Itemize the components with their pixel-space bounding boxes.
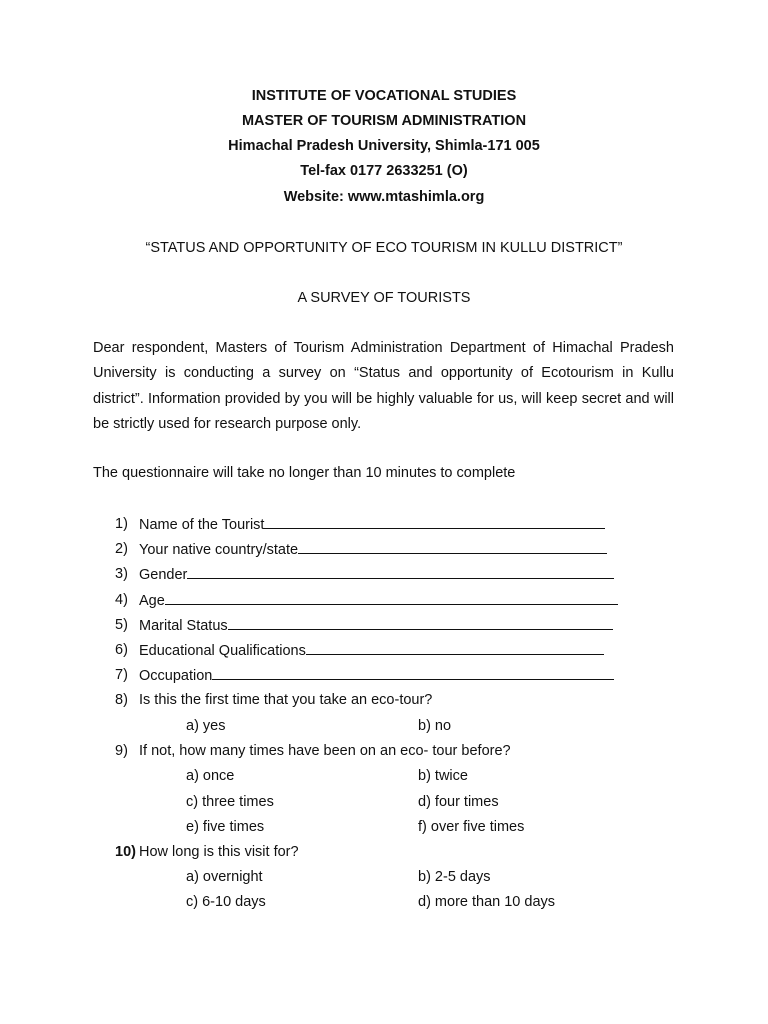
occupation-blank[interactable] [212, 665, 614, 680]
question-text: Is this the first time that you take an eco-tour? [139, 692, 433, 708]
intro-text: Dear respondent, Masters of Tourism Administration Department of Himachal Pradesh University is conducting a survey on “Status and opportunity of Ecotourism in Kullu district”. Information provided by you will be highly valuable for us, will keep secret and will be strictly used for research purpose only. [93, 340, 674, 433]
education-blank[interactable] [306, 640, 604, 655]
field-number: 3) [115, 566, 128, 582]
option-over-five-times[interactable]: f) over five times [418, 819, 525, 835]
program-name: MASTER OF TOURISM ADMINISTRATION [241, 113, 527, 129]
option-four-times[interactable]: d) four times [418, 794, 499, 810]
option-2-5-days[interactable]: b) 2-5 days [418, 869, 491, 885]
option-overnight[interactable]: a) overnight [186, 869, 263, 885]
option-more-than-10-days[interactable]: d) more than 10 days [418, 894, 556, 910]
telfax: Tel-fax 0177 2633251 (O) [300, 163, 468, 179]
survey-title: “STATUS AND OPPORTUNITY OF ECO TOURISM IN KULLU DISTRICT” [145, 240, 623, 256]
institute-name: INSTITUTE OF VOCATIONAL STUDIES [251, 88, 517, 104]
question-number: 9) [115, 743, 128, 759]
field-label: Gender [139, 567, 188, 583]
gender-blank[interactable] [187, 564, 614, 579]
option-yes[interactable]: a) yes [186, 718, 226, 734]
field-label: Your native country/state [139, 542, 299, 558]
field-number: 6) [115, 642, 128, 658]
field-number: 2) [115, 541, 128, 557]
option-twice[interactable]: b) twice [418, 768, 468, 784]
option-6-10-days[interactable]: c) 6-10 days [186, 894, 266, 910]
option-once[interactable]: a) once [186, 768, 235, 784]
option-three-times[interactable]: c) three times [186, 794, 274, 810]
duration-note: The questionnaire will take no longer than 10 minutes to complete [93, 465, 516, 481]
marital-status-blank[interactable] [228, 615, 613, 630]
question-number: 10) [115, 844, 136, 860]
question-text: How long is this visit for? [139, 844, 299, 860]
field-number: 4) [115, 592, 128, 608]
name-blank[interactable] [264, 514, 605, 529]
field-number: 7) [115, 667, 128, 683]
field-label: Marital Status [139, 618, 228, 634]
field-number: 1) [115, 516, 128, 532]
field-label: Age [139, 593, 165, 609]
question-number: 8) [115, 692, 128, 708]
university-address: Himachal Pradesh University, Shimla-171 005 [228, 138, 540, 154]
country-blank[interactable] [298, 539, 607, 554]
question-text: If not, how many times have been on an eco- tour before? [139, 743, 511, 759]
field-label: Name of the Tourist [139, 517, 265, 533]
option-five-times[interactable]: e) five times [186, 819, 265, 835]
website: Website: www.mtashimla.org [283, 189, 485, 205]
option-no[interactable]: b) no [418, 718, 452, 734]
age-blank[interactable] [165, 590, 618, 605]
field-number: 5) [115, 617, 128, 633]
field-label: Educational Qualifications [139, 643, 306, 659]
intro-paragraph [93, 336, 674, 438]
survey-subtitle: A SURVEY OF TOURISTS [297, 290, 471, 306]
field-label: Occupation [139, 668, 213, 684]
